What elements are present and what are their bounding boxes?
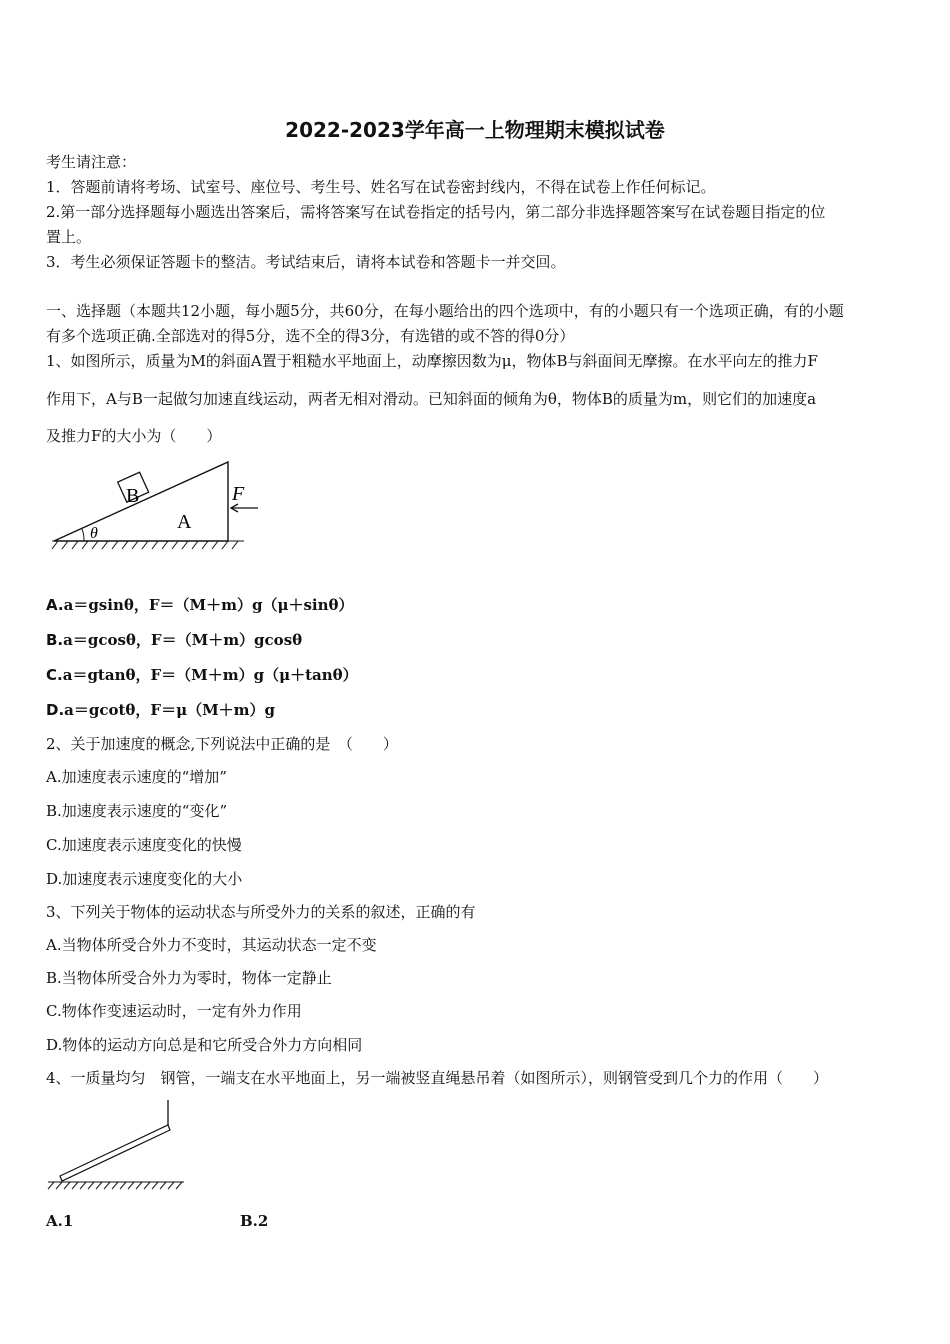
option: B.2 [240,1212,269,1230]
incline-figure [44,456,264,556]
option: A.当物体所受合外力不变时，其运动状态一定不变 [46,936,377,954]
steel-pipe [60,1125,170,1181]
angle-label: θ [90,525,98,542]
notice-item: 2.第一部分选择题每小题选出答案后，需将答案写在试卷指定的括号内，第二部分非选择题答案写在试卷题目指定的位 [46,203,826,221]
ground-hatching [52,541,244,549]
pipe-figure [44,1098,194,1194]
block-b-label: B [126,485,140,507]
question-stem: 3、下列关于物体的运动状态与所受外力的关系的叙述，正确的有 [46,903,476,921]
option: D.加速度表示速度变化的大小 [46,870,243,888]
option-letter: A. [46,596,64,614]
notice-item: 1．答题前请将考场、试室号、座位号、考生号、姓名写在试卷密封线内，不得在试卷上作任何标记。 [46,178,716,196]
option: C.物体作变速运动时，一定有外力作用 [46,1002,302,1020]
page-title: 2022-2023学年高一上物理期末模拟试卷 [285,118,665,142]
ground-hatching [48,1182,184,1189]
question-stem: 4、一质量均匀 钢管，一端支在水平地面上，另一端被竖直绳悬吊着（如图所示），则钢管受到几个力的作用（ ） [46,1069,829,1087]
slope-label: A [177,511,192,533]
option-text: a＝gcosθ，F＝（M＋m）gcosθ [63,631,303,649]
question-stem: 2、关于加速度的概念,下列说法中正确的是 （ ） [46,735,398,753]
option [46,594,354,615]
option-text: a＝gcotθ，F＝μ（M＋m）g [64,701,276,719]
question-stem: 1、如图所示，质量为M的斜面A置于粗糙水平地面上，动摩擦因数为μ，物体B与斜面间无摩擦。在水平向左的推力F [46,352,818,370]
option-letter: B. [46,631,64,649]
option [46,699,275,720]
option: A.加速度表示速度的“增加” [46,768,227,786]
question-stem: 作用下，A与B一起做匀加速直线运动，两者无相对滑动。已知斜面的倾角为θ，物体B的质量为m，则它们的加速度a [46,390,817,408]
section-heading: 有多个选项正确.全部选对的得5分，选不全的得3分，有选错的或不答的得0分） [46,327,575,345]
option-text: a＝gsinθ，F＝（M＋m）g（μ＋sinθ） [63,596,354,614]
notice-item: 置上。 [46,228,92,246]
option: A.1 [46,1212,74,1230]
notice-item: 3．考生必须保证答题卡的整洁。考试结束后，请将本试卷和答题卡一并交回。 [46,253,566,271]
notice-heading: 考生请注意： [46,153,137,171]
question-stem: 及推力F的大小为（ ） [46,427,222,445]
option: C.加速度表示速度变化的快慢 [46,836,242,854]
section-heading: 一、选择题（本题共12小题，每小题5分，共60分，在每小题给出的四个选项中，有的小题只有一个选项正确，有的小题 [46,302,844,320]
force-label: F [232,483,245,505]
option-text: a＝gtanθ，F＝（M＋m）g（μ＋tanθ） [62,666,358,684]
option [46,664,358,685]
option [46,629,302,650]
angle-arc [82,529,84,541]
option: B.加速度表示速度的“变化” [46,802,228,820]
option-letter: C. [46,666,63,684]
option: D.物体的运动方向总是和它所受合外力方向相同 [46,1036,363,1054]
option: B.当物体所受合外力为零时，物体一定静止 [46,969,332,987]
option-letter: D. [46,701,65,719]
